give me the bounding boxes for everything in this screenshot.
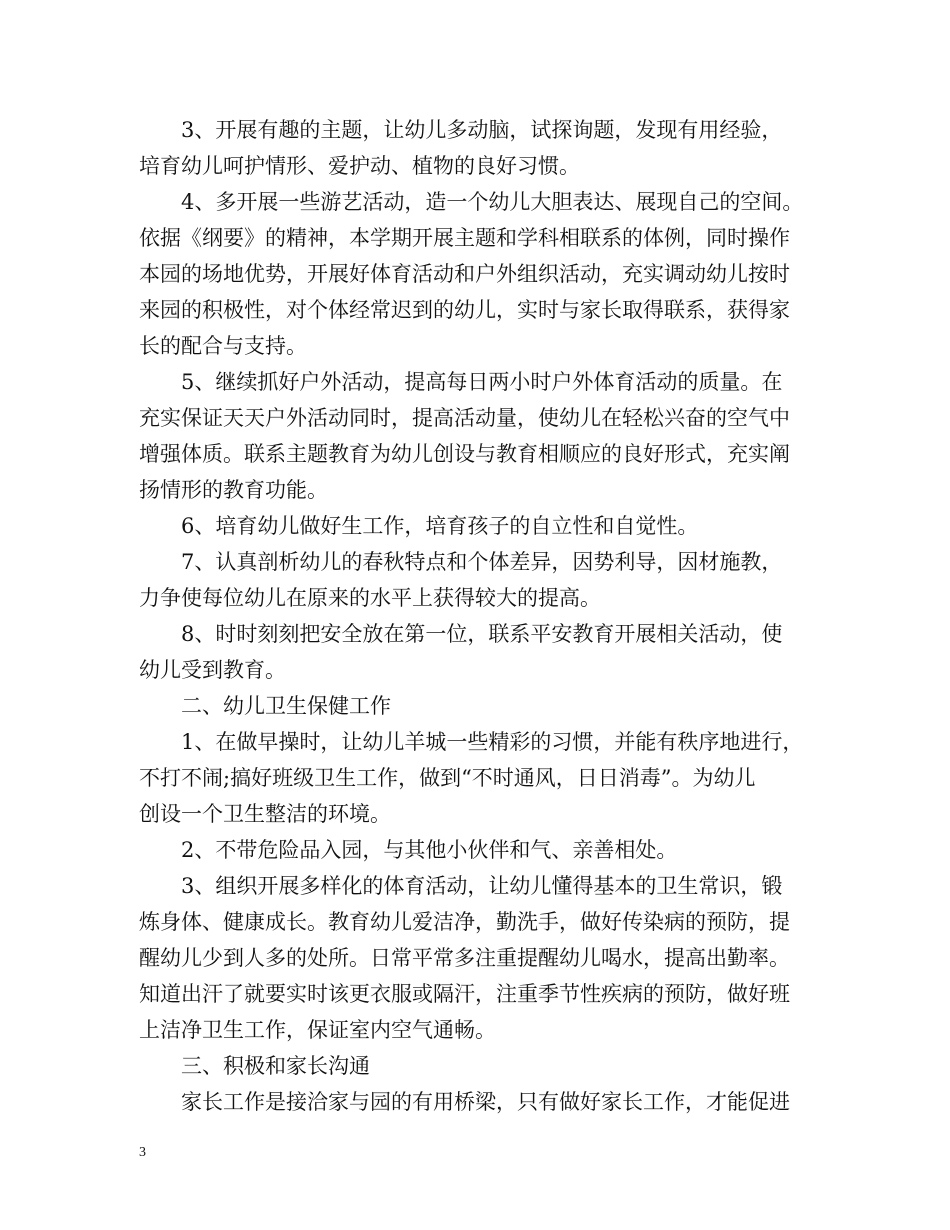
text-line: 7、认真剖析幼儿的春秋特点和个体差异，因势利导，因材施教， xyxy=(181,550,783,574)
text-line: 幼儿受到教育。 xyxy=(139,658,286,682)
text-line: 不打不闹;搞好班级卫生工作，做到“不时通风，日日消毒”。为幼儿 xyxy=(139,766,756,790)
text-line: 6、培育幼儿做好生工作，培育孩子的自立性和自觉性。 xyxy=(181,514,699,538)
text-line: 知道出汗了就要实时该更衣服或隔汗，注重季节性疾病的预防，做好班 xyxy=(139,982,790,1006)
text-line: 3、开展有趣的主题，让幼儿多动脑，试探询题，发现有用经验， xyxy=(181,118,783,142)
text-line: 8、时时刻刻把安全放在第一位，联系平安教育开展相关活动，使 xyxy=(181,622,783,646)
text-line: 三、积极和家长沟通 xyxy=(181,1054,370,1078)
text-line: 1、在做早操时，让幼儿羊城一些精彩的习惯，并能有秩序地进行， xyxy=(181,730,804,754)
text-line: 依据《纲要》的精神，本学期开展主题和学科相联系的体例，同时操作 xyxy=(139,226,790,250)
text-line: 醒幼儿少到人多的处所。日常平常多注重提醒幼儿喝水，提高出勤率。 xyxy=(139,946,790,970)
text-line: 炼身体、健康成长。教育幼儿爱洁净，勤洗手，做好传染病的预防，提 xyxy=(139,910,790,934)
text-line: 增强体质。联系主题教育为幼儿创设与教育相顺应的良好形式，充实阐 xyxy=(139,442,790,466)
text-line: 扬情形的教育功能。 xyxy=(139,478,328,502)
text-line: 培育幼儿呵护情形、爱护动、植物的良好习惯。 xyxy=(139,154,580,178)
text-line: 力争使每位幼儿在原来的水平上获得较大的提高。 xyxy=(139,586,601,610)
text-line: 家长工作是接洽家与园的有用桥梁，只有做好家长工作，才能促进 xyxy=(181,1090,790,1114)
text-line: 5、继续抓好户外活动，提高每日两小时户外体育活动的质量。在 xyxy=(181,370,783,394)
text-line: 创设一个卫生整洁的环境。 xyxy=(139,802,391,826)
page-number: 3 xyxy=(139,1145,146,1160)
text-line: 长的配合与支持。 xyxy=(139,334,307,358)
text-line: 2、不带危险品入园，与其他小伙伴和气、亲善相处。 xyxy=(181,838,678,862)
text-line: 上洁净卫生工作，保证室内空气通畅。 xyxy=(139,1018,496,1042)
text-line: 来园的积极性，对个体经常迟到的幼儿，实时与家长取得联系，获得家 xyxy=(139,298,790,322)
text-line: 本园的场地优势，开展好体育活动和户外组织活动，充实调动幼儿按时 xyxy=(139,262,790,286)
document-body xyxy=(139,112,829,1120)
text-line: 充实保证天天户外活动同时，提高活动量，使幼儿在轻松兴奋的空气中 xyxy=(139,406,790,430)
text-line: 二、幼儿卫生保健工作 xyxy=(181,694,391,718)
text-line: 4、多开展一些游艺活动，造一个幼儿大胆表达、展现自己的空间。 xyxy=(181,190,804,214)
text-line: 3、组织开展多样化的体育活动，让幼儿懂得基本的卫生常识，锻 xyxy=(181,874,783,898)
